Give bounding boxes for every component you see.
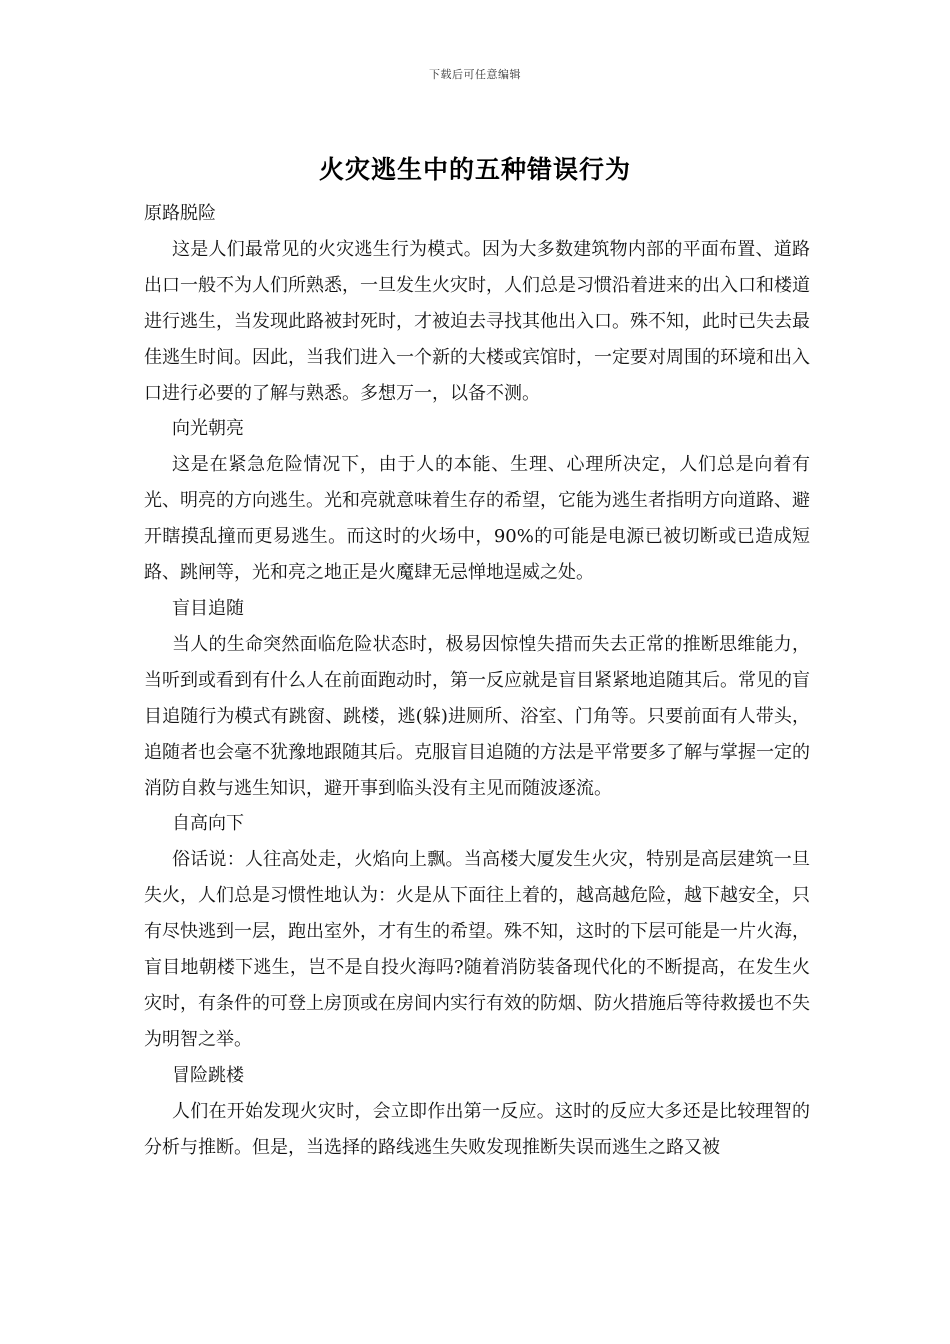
section-paragraph-2: 这是在紧急危险情况下，由于人的本能、生理、心理所决定，人们总是向着有光、明亮的方向逃生。光和亮就意味着生存的希望，它能为逃生者指明方向道路、避开瞎摸乱撞而更易逃生。而这时的火场中，90%的可能是电源已被切断或已造成短路、跳闸等，光和亮之地正是火魔肆无忌惮地逞威之处。 [144, 454, 810, 584]
section-heading-2: 向光朝亮 [172, 418, 244, 440]
section-paragraph-5: 人们在开始发现火灾时，会立即作出第一反应。这时的反应大多还是比较理智的分析与推断。但是，当选择的路线逃生失败发现推断失误而逃生之路又被 [144, 1100, 810, 1158]
section-heading-3: 盲目追随 [172, 597, 244, 619]
section-paragraph-1: 这是人们最常见的火灾逃生行为模式。因为大多数建筑物内部的平面布置、道路出口一般不为人们所熟悉，一旦发生火灾时，人们总是习惯沿着进来的出入口和楼道进行逃生，当发现此路被封死时，才被迫去寻找其他出入口。殊不知，此时已失去最佳逃生时间。因此，当我们进入一个新的大楼或宾馆时，一定要对周围的环境和出入口进行必要的了解与熟悉。多想万一，以备不测。 [144, 238, 810, 404]
section-heading-4: 自高向下 [172, 813, 244, 835]
section-heading-5: 冒险跳楼 [172, 1064, 244, 1086]
section-heading-1: 原路脱险 [144, 203, 216, 224]
header-note: 下载后可任意编辑 [429, 68, 521, 81]
document-body [144, 196, 810, 1165]
section-paragraph-3: 当人的生命突然面临危险状态时，极易因惊惶失措而失去正常的推断思维能力，当听到或看到有什么人在前面跑动时，第一反应就是盲目紧紧地追随其后。常见的盲目追随行为模式有跳窗、跳楼，逃(躲)进厕所、浴室、门角等。只要前面有人带头，追随者也会毫不犹豫地跟随其后。克服盲目追随的方法是平常要多了解与掌握一定的消防自救与逃生知识，避开事到临头没有主见而随波逐流。 [144, 633, 810, 799]
section-paragraph-4: 俗话说：人往高处走，火焰向上飘。当高楼大厦发生火灾，特别是高层建筑一旦失火，人们总是习惯性地认为：火是从下面往上着的，越高越危险，越下越安全，只有尽快逃到一层，跑出室外，才有生的希望。殊不知，这时的下层可能是一片火海，盲目地朝楼下逃生，岂不是自投火海吗?随着消防装备现代化的不断提高，在发生火灾时，有条件的可登上房顶或在房间内实行有效的防烟、防火措施后等待救援也不失为明智之举。 [144, 849, 810, 1050]
document-title: 火灾逃生中的五种错误行为 [318, 155, 631, 184]
